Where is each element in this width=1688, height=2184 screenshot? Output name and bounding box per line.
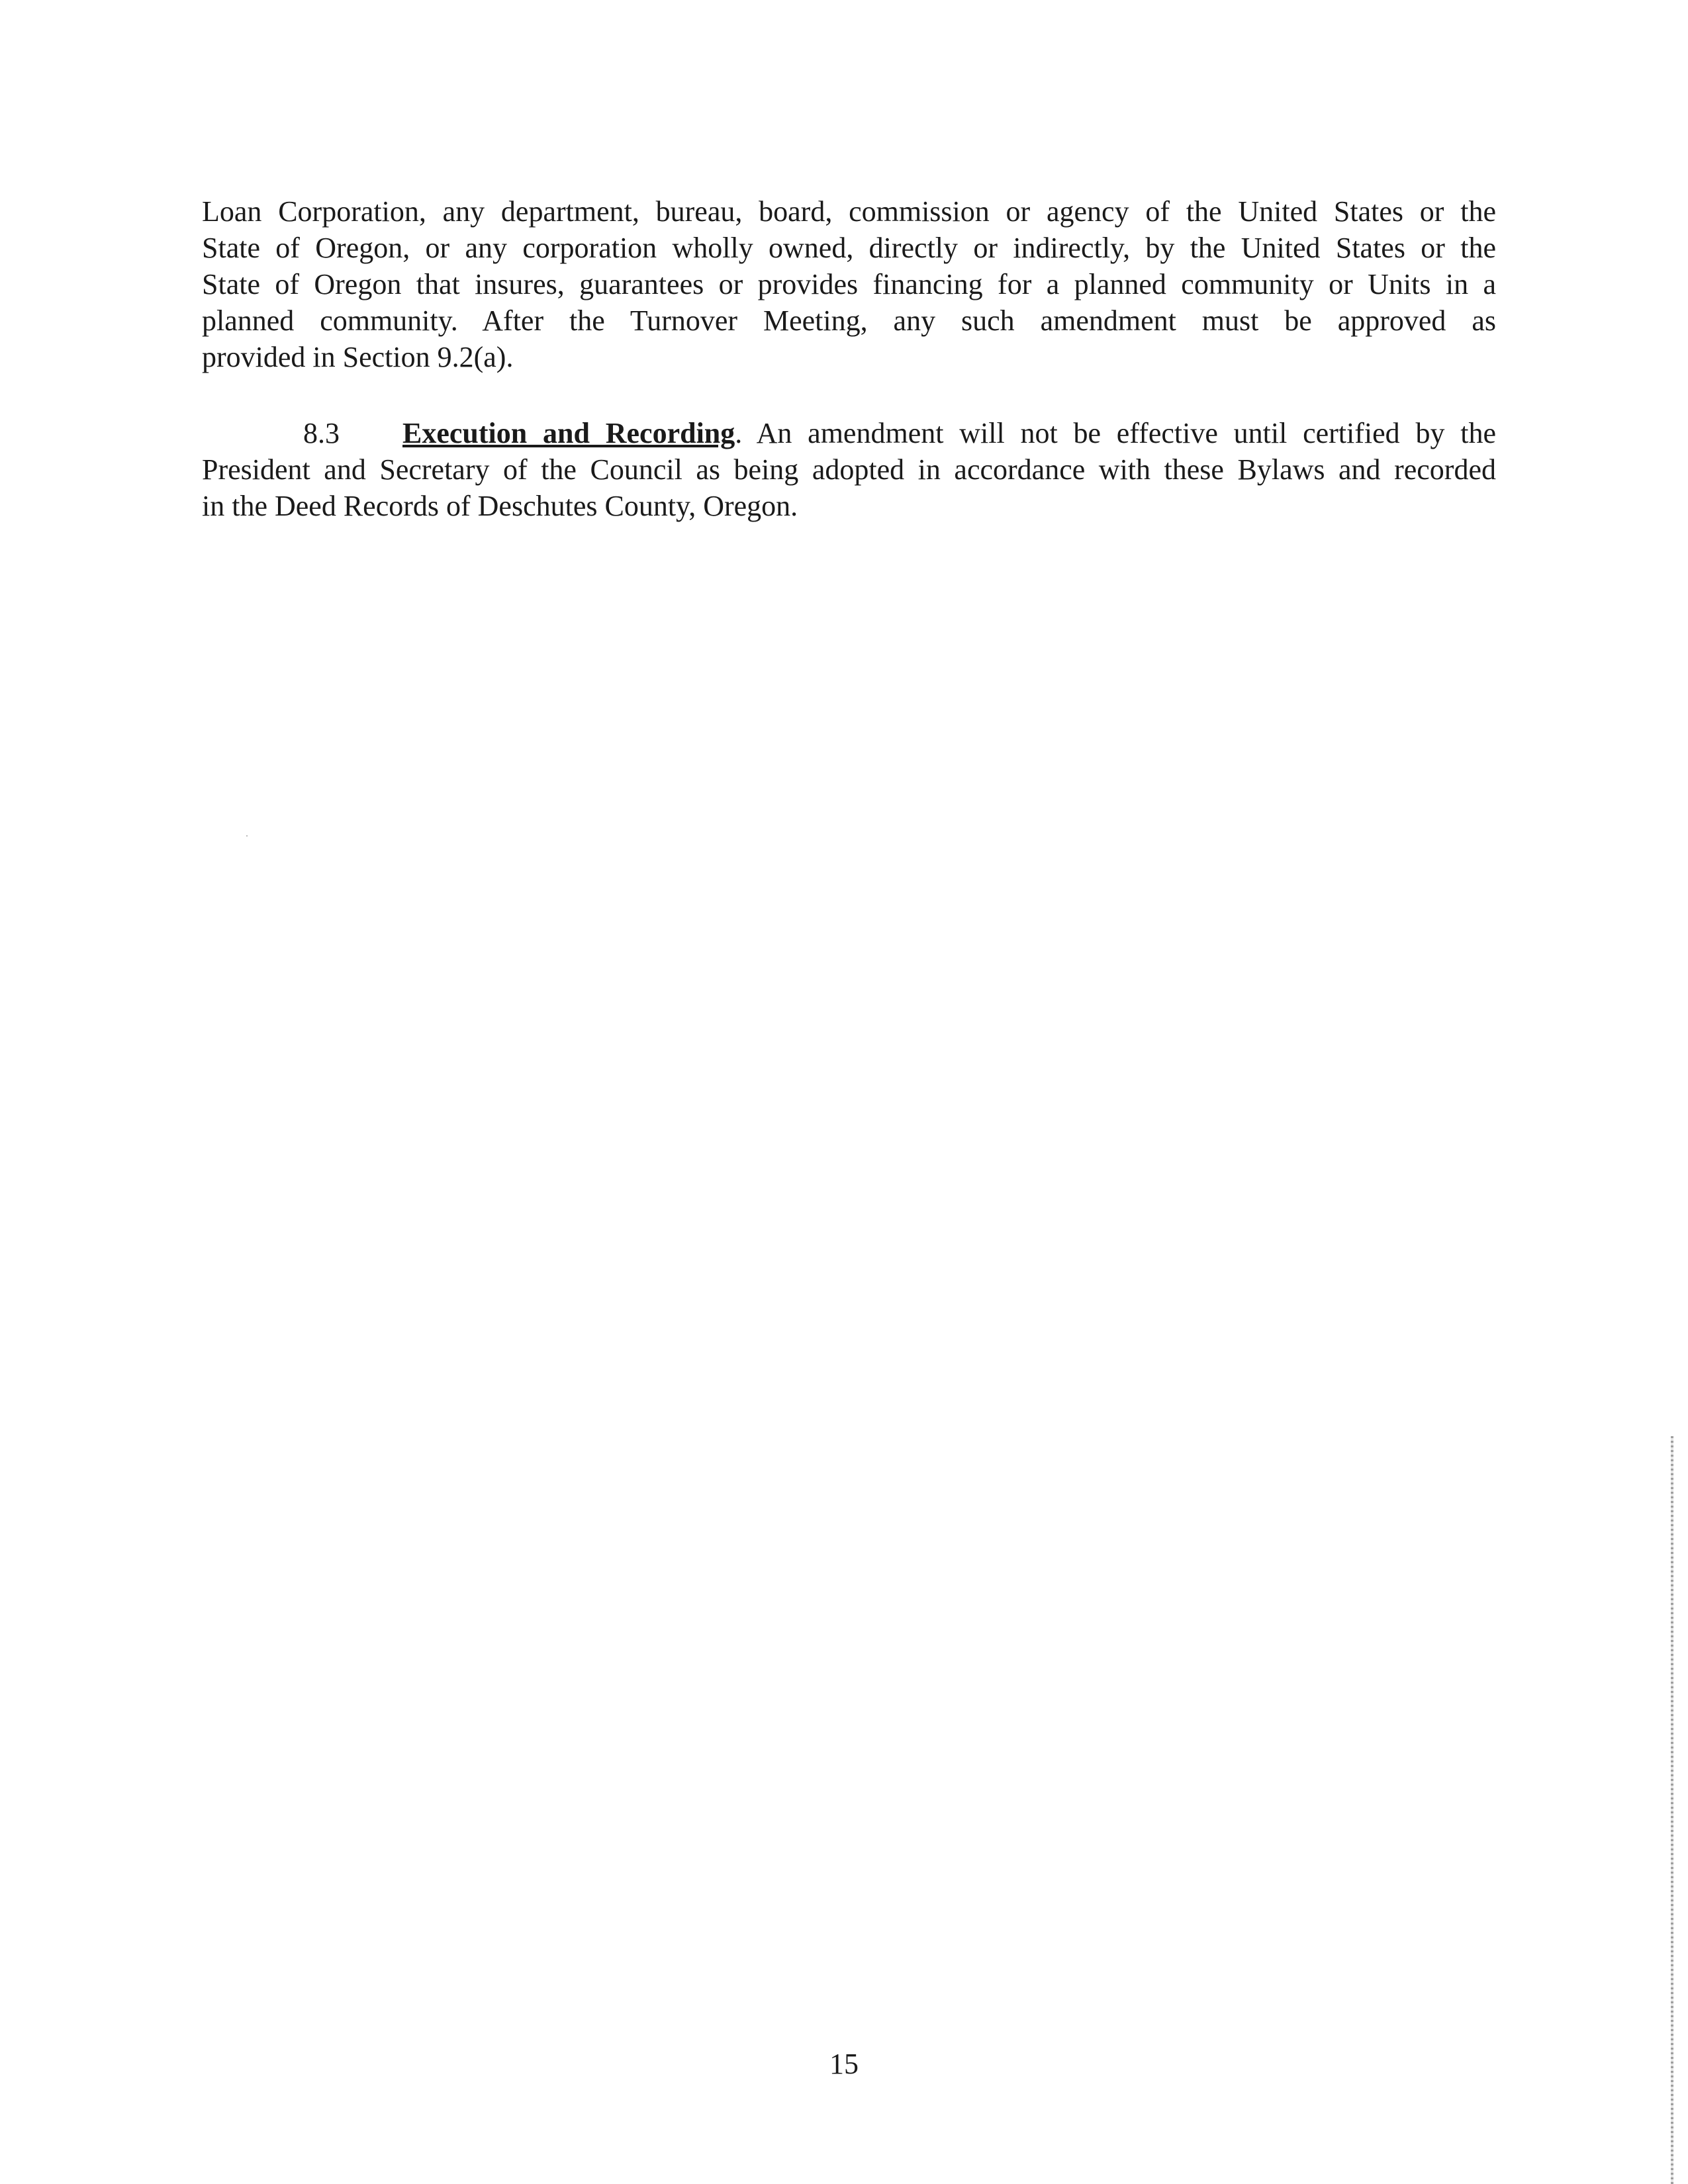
text-line: planned community. After the Turnover Meeting, any such amendment must be approved as <box>202 304 1496 337</box>
text-line: President and Secretary of the Council as being adopted in accordance with these Bylaws and recorded <box>202 453 1496 486</box>
scan-speck <box>246 835 248 837</box>
text-line: provided in Section 9.2(a). <box>202 341 514 373</box>
section-first-line <box>202 415 1496 451</box>
section-first-line-text: . An amendment will not be effective until certified by the <box>735 417 1496 449</box>
text-line: Loan Corporation, any department, bureau, board, commission or agency of the United States or the <box>202 195 1496 228</box>
page-number: 15 <box>829 2048 859 2080</box>
section-heading: Execution and Recording <box>402 417 735 449</box>
text-line: State of Oregon that insures, guarantees or provides financing for a planned community or Units in a <box>202 268 1496 300</box>
text-line: State of Oregon, or any corporation wholly owned, directly or indirectly, by the United States or the <box>202 232 1496 264</box>
paragraph-continuation <box>202 193 1496 375</box>
section-8-3-paragraph <box>202 415 1496 524</box>
section-number: 8.3 <box>303 417 340 449</box>
text-line: in the Deed Records of Deschutes County, Oregon. <box>202 490 798 522</box>
